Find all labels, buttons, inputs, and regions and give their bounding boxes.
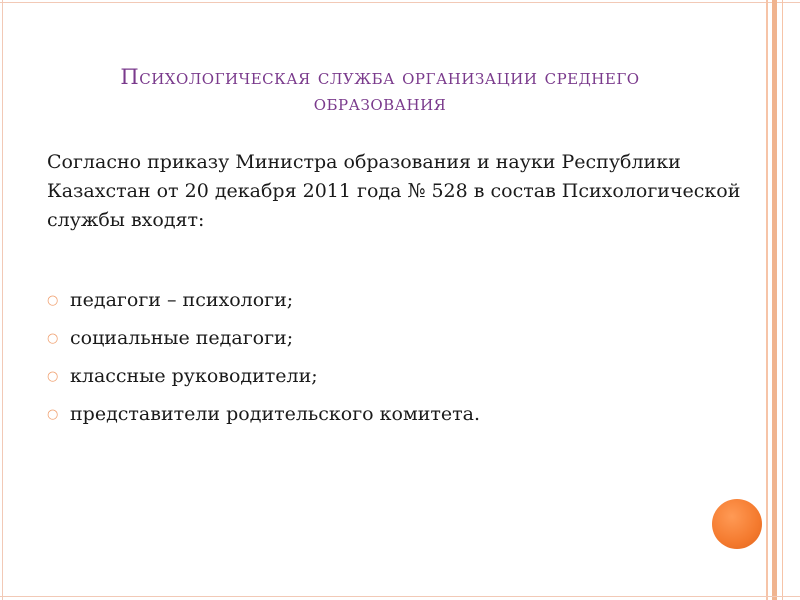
list-item: [47, 324, 747, 362]
list-item-text: представители родительского комитета.: [70, 403, 481, 425]
intro-paragraph: Согласно приказу Министра образования и науки Республики Казахстан от 20 декабря 2011 года № 528 в состав Психологической службы входят:: [47, 151, 741, 231]
bullet-icon: ○: [47, 293, 59, 308]
list-item: [47, 286, 747, 324]
frame-top-border: [0, 2, 800, 3]
frame-right-stripe: [766, 0, 768, 600]
list-item-text: педагоги – психологи;: [70, 289, 294, 311]
list-item-text: социальные педагоги;: [70, 327, 294, 349]
decorative-circle: [712, 499, 762, 549]
bullet-icon: ○: [47, 407, 59, 422]
bullet-list: [47, 286, 747, 438]
list-item-text: классные руководители;: [70, 365, 318, 387]
bullet-icon: ○: [47, 369, 59, 384]
slide-title: Психологическая служба организации среднего образования: [120, 65, 640, 115]
frame-left-border: [2, 0, 3, 600]
bullet-icon: ○: [47, 331, 59, 346]
list-item: [47, 400, 747, 438]
frame-right-stripe: [782, 0, 783, 600]
list-item: [47, 362, 747, 400]
frame-right-stripe: [772, 0, 777, 600]
frame-bottom-border: [0, 596, 800, 597]
